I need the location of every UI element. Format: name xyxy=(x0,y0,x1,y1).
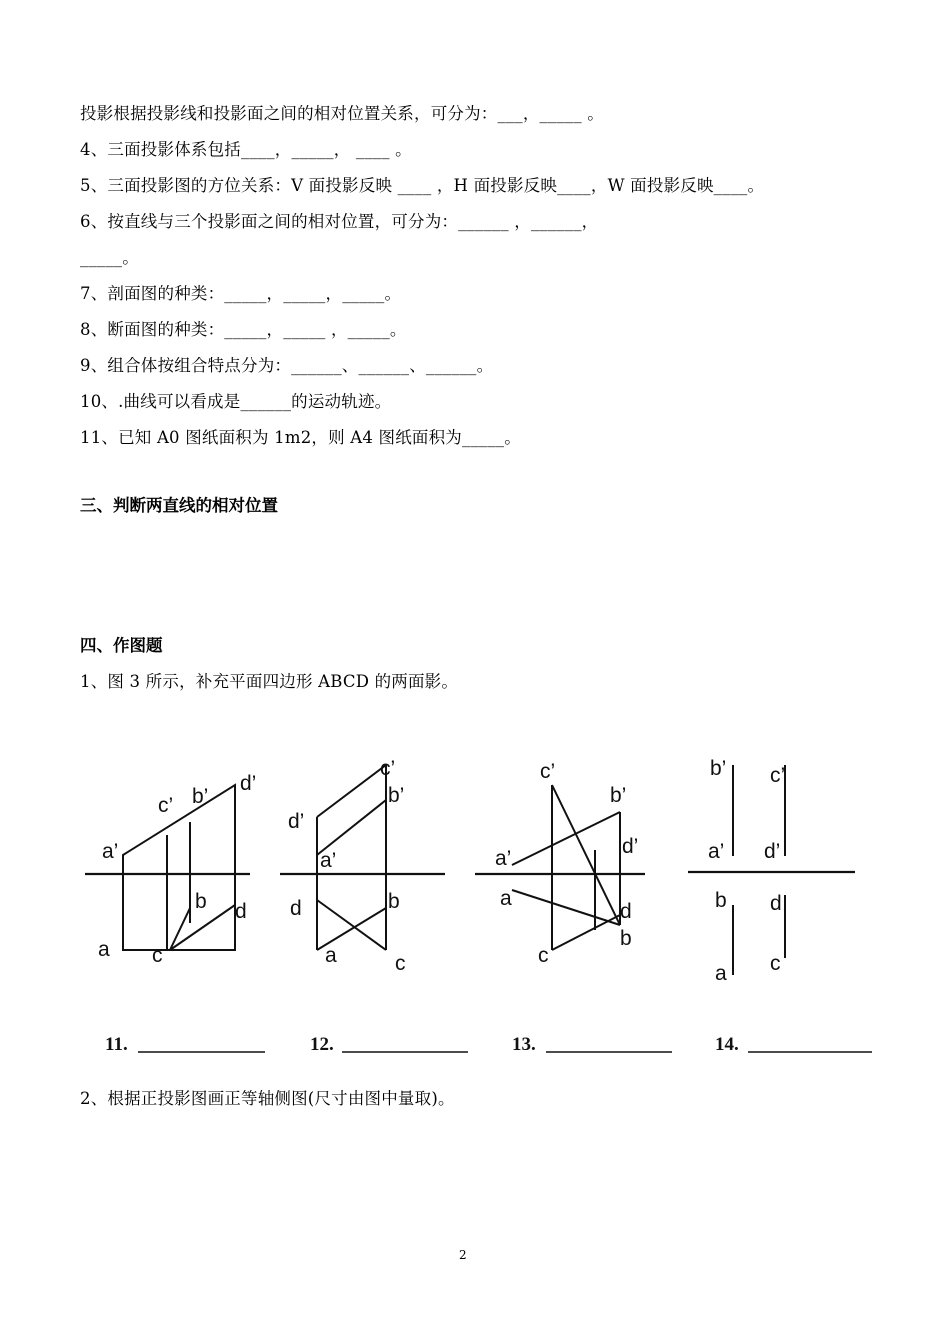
front-parallelogram xyxy=(123,785,235,950)
fig11-label: a’ xyxy=(102,840,119,863)
figure-11 xyxy=(85,772,265,1055)
page-number: 2 xyxy=(459,1248,467,1262)
fig11-label: c’ xyxy=(158,794,174,817)
figure-13 xyxy=(475,760,672,1055)
fig12-label: c xyxy=(395,952,406,975)
question-7: 7、剖面图的种类：_____，_____，_____。 xyxy=(80,284,402,303)
fig14-label: c xyxy=(770,952,781,975)
question-4: 4、三面投影体系包括____，_____， ____ 。 xyxy=(80,140,412,159)
question-11: 11、已知 A0 图纸面积为 1m2，则 A4 图纸面积为_____。 xyxy=(80,428,521,447)
fig13-label: b’ xyxy=(610,784,627,807)
question-6: 6、按直线与三个投影面之间的相对位置，可分为：______ ，______， xyxy=(80,212,599,231)
fig13-label: b xyxy=(620,927,632,950)
fig14-label: d xyxy=(770,892,782,915)
fig12-label: a’ xyxy=(320,849,337,872)
section-4-heading: 四、作图题 xyxy=(80,636,163,655)
fig12-label: b’ xyxy=(388,784,405,807)
fig12-label: a xyxy=(325,944,337,967)
question-8: 8、断面图的种类：_____，_____ ，_____。 xyxy=(80,320,407,339)
fig14-label: b xyxy=(715,889,727,912)
fig13-label: d’ xyxy=(622,835,639,858)
question-5: 5、三面投影图的方位关系：V 面投影反映 ____ ，H 面投影反映____，W 面投影反映____。 xyxy=(80,176,765,195)
drawing-question-1: 1、图 3 所示，补充平面四边形 ABCD 的两面影。 xyxy=(80,672,459,691)
projection-figures xyxy=(80,740,880,1070)
fig12-label: b xyxy=(388,890,400,913)
fig14-label: a xyxy=(715,962,727,985)
fig11-label: d’ xyxy=(240,772,257,795)
fig11-caption: 11. xyxy=(105,1034,128,1055)
fig12-label: c’ xyxy=(380,757,396,780)
fig12-label: d xyxy=(290,897,302,920)
fig14-label: c’ xyxy=(770,764,786,787)
fig13-caption: 13. xyxy=(512,1034,536,1055)
fig11-label: b’ xyxy=(192,785,209,808)
fig14-caption: 14. xyxy=(715,1034,739,1055)
fig12-caption: 12. xyxy=(310,1034,334,1055)
fig14-label: a’ xyxy=(708,840,725,863)
fig11-label: c xyxy=(152,944,163,967)
fig14-label: d’ xyxy=(764,840,781,863)
fig11-label: d xyxy=(235,900,247,923)
fig14-label: b’ xyxy=(710,757,727,780)
fig11-label: a xyxy=(98,938,110,961)
fig13-label: a’ xyxy=(495,847,512,870)
fig13-label: c xyxy=(538,944,549,967)
fig13-label: d xyxy=(620,900,632,923)
question-6-continued: _____。 xyxy=(80,248,139,267)
figure-14 xyxy=(688,757,872,1055)
question-10: 10、.曲线可以看成是______的运动轨迹。 xyxy=(80,392,392,411)
question-line-projection: 投影根据投影线和投影面之间的相对位置关系，可分为：___，_____ 。 xyxy=(80,104,604,123)
section-3-heading: 三、判断两直线的相对位置 xyxy=(80,496,278,515)
drawing-question-2: 2、根据正投影图画正等轴侧图(尺寸由图中量取)。 xyxy=(80,1089,455,1108)
question-9: 9、组合体按组合特点分为：______、______、______。 xyxy=(80,356,494,375)
fig13-label: c’ xyxy=(540,760,556,783)
fig12-label: d’ xyxy=(288,810,305,833)
fig11-label: b xyxy=(195,890,207,913)
figure-12 xyxy=(280,757,468,1055)
fig13-label: a xyxy=(500,887,512,910)
